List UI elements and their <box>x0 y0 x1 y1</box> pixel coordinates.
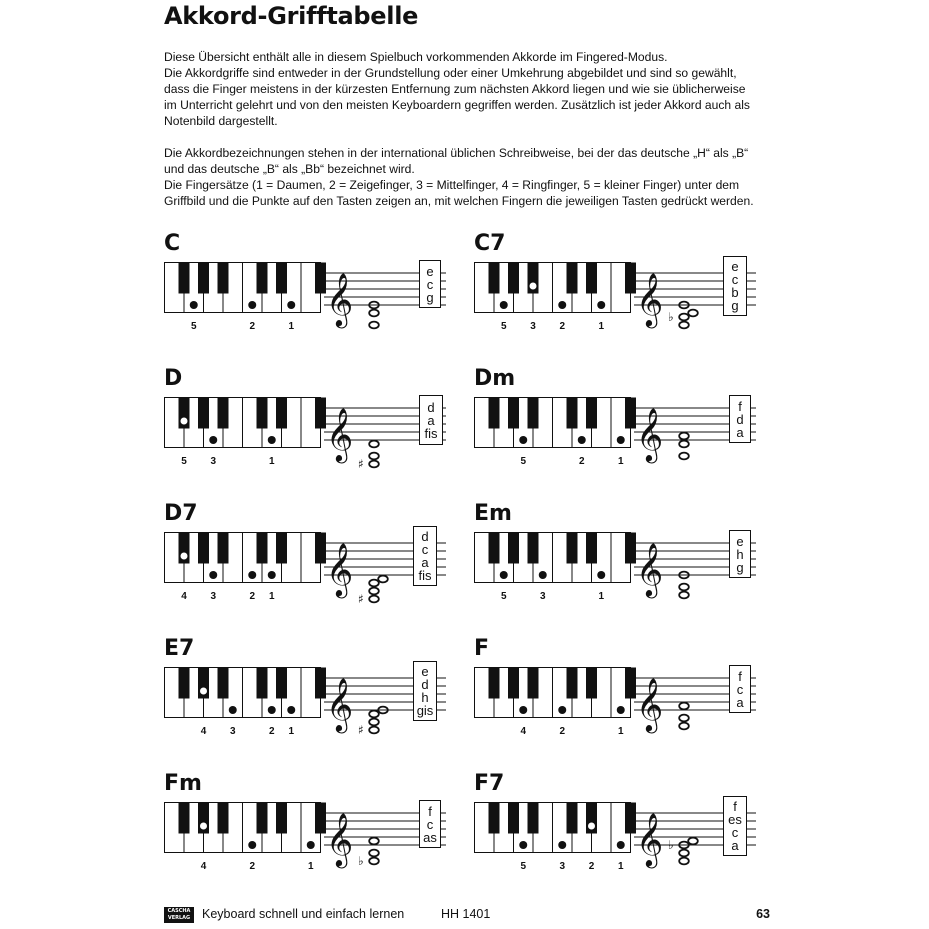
black-key <box>218 803 229 834</box>
note-name: a <box>731 838 739 853</box>
chord-d <box>164 367 464 485</box>
note-names-box <box>419 260 441 308</box>
finger-number: 2 <box>268 726 275 737</box>
black-key <box>489 398 500 429</box>
finger-number: 1 <box>598 321 605 332</box>
chord-name: D7 <box>164 501 198 526</box>
whole-note <box>688 838 698 845</box>
finger-dot <box>200 687 208 695</box>
chord-name: Em <box>474 501 512 526</box>
black-key <box>276 533 287 564</box>
note-name: fis <box>424 425 438 441</box>
black-key <box>257 398 268 429</box>
finger-dot <box>617 436 625 444</box>
note-name: a <box>736 694 744 710</box>
finger-dot <box>519 436 527 444</box>
note-name: as <box>423 829 437 845</box>
chord-c <box>164 232 464 350</box>
black-key <box>567 398 578 429</box>
whole-note <box>369 441 379 448</box>
note-names-box <box>413 526 437 586</box>
note-name: h <box>736 546 744 562</box>
keyboard-diagram <box>164 667 314 749</box>
finger-number: 5 <box>181 456 187 467</box>
finger-number: 4 <box>200 726 207 737</box>
black-key <box>257 533 268 564</box>
chord-dm <box>474 367 774 485</box>
note-name: fis <box>418 568 432 583</box>
page-number: 63 <box>756 907 770 921</box>
finger-dot <box>558 706 566 714</box>
black-key <box>508 263 519 294</box>
whole-note <box>369 711 379 718</box>
black-key <box>528 668 539 699</box>
whole-note <box>369 588 379 595</box>
finger-dot <box>287 706 295 714</box>
finger-dot <box>200 822 208 830</box>
chord-name: F <box>474 636 490 661</box>
note-name: d <box>421 529 429 544</box>
treble-clef-icon: 𝄞 <box>326 542 354 596</box>
black-key <box>586 263 597 294</box>
finger-number: 1 <box>617 456 624 467</box>
whole-note <box>679 433 689 440</box>
finger-dot <box>597 571 605 579</box>
black-key <box>257 803 268 834</box>
finger-number: 5 <box>500 591 507 602</box>
footer-code: HH 1401 <box>441 907 491 921</box>
whole-note <box>679 858 689 865</box>
finger-number: 1 <box>268 456 275 467</box>
whole-note <box>369 453 379 460</box>
note-name: a <box>736 424 744 440</box>
keyboard-diagram <box>164 262 314 344</box>
finger-dot <box>558 841 566 849</box>
note-name: e <box>736 533 744 549</box>
finger-dot <box>500 571 508 579</box>
keyboard-diagram <box>474 262 624 344</box>
intro-paragraph-2: Die Akkordbezeichnungen stehen in der international üblichen Schreibweise, bei der das deutsche „H“ als „B“ und das deutsche „B“ als „Bb“ bezeichnet wird. Die Fingersätze (1 = Daumen, 2 = Zeigefinger, 3 = Mittelfinger, 4 = Ringfinger, 5 = kleiner Finger) unter dem Griffbild und die Punkte auf den Tasten zeigen an, mit welchen Fingern die jeweiligen Tasten gedrückt werden. <box>164 146 754 208</box>
black-key <box>276 668 287 699</box>
finger-dot <box>529 282 537 290</box>
whole-note <box>369 461 379 468</box>
finger-number: 2 <box>588 861 595 872</box>
finger-dot <box>287 301 295 309</box>
note-names-box <box>413 661 437 721</box>
chord-name: E7 <box>164 636 195 661</box>
page-title: Akkord-Grifftabelle <box>164 2 419 30</box>
chord-name: Fm <box>164 771 202 796</box>
whole-note <box>369 727 379 734</box>
whole-note <box>369 850 379 857</box>
note-name: a <box>427 412 435 428</box>
chord-em <box>474 502 774 620</box>
black-key <box>528 398 539 429</box>
flat-icon: ♭ <box>668 838 674 852</box>
whole-note <box>679 322 689 329</box>
finger-number: 3 <box>210 456 217 467</box>
finger-dot <box>500 301 508 309</box>
finger-dot <box>597 301 605 309</box>
finger-number: 1 <box>617 726 624 737</box>
intro-paragraph-1: Diese Übersicht enthält alle in diesem Spielbuch vorkommenden Akkorde im Fingered-Modus. Die Akkordgriffe sind entweder in der Grundstellung oder einer Umkehrung abgebildet und sind so gewählt, dass die Finger meistens in der kürzesten Entfernung zum nächsten Akkord liegen und wie sie üblicherweise im Unterricht gelehrt und von den meisten Keyboardern gegriffen werden. Zusätzlich ist jeder Akkord auch als Notenbild dargestellt. <box>164 50 750 128</box>
finger-dot <box>180 552 188 560</box>
black-key <box>198 533 209 564</box>
finger-dot <box>617 706 625 714</box>
finger-number: 3 <box>559 861 566 872</box>
black-key <box>586 398 597 429</box>
flat-icon: ♭ <box>358 854 364 868</box>
black-key <box>276 803 287 834</box>
whole-note <box>369 322 379 329</box>
treble-clef-icon: 𝄞 <box>636 542 664 596</box>
black-key <box>528 533 539 564</box>
finger-dot <box>519 841 527 849</box>
sharp-icon: ♯ <box>358 457 364 471</box>
finger-number: 3 <box>229 726 236 737</box>
finger-dot <box>617 841 625 849</box>
note-name: e <box>421 664 429 679</box>
black-key <box>586 533 597 564</box>
black-key <box>567 803 578 834</box>
finger-number: 5 <box>520 861 527 872</box>
treble-clef-icon: 𝄞 <box>326 407 354 461</box>
black-key <box>489 263 500 294</box>
finger-number: 2 <box>559 321 566 332</box>
black-key <box>257 668 268 699</box>
black-key <box>218 263 229 294</box>
keyboard-diagram <box>474 532 624 614</box>
whole-note <box>679 850 689 857</box>
note-name: g <box>426 289 434 305</box>
finger-number: 1 <box>598 591 605 602</box>
black-key <box>567 263 578 294</box>
sharp-icon: ♯ <box>358 592 364 606</box>
treble-clef-icon: 𝄞 <box>326 812 354 866</box>
note-names-box <box>419 800 441 848</box>
black-key <box>218 668 229 699</box>
finger-dot <box>248 571 256 579</box>
finger-number: 5 <box>500 321 507 332</box>
finger-dot <box>307 841 315 849</box>
black-key <box>508 533 519 564</box>
whole-note <box>369 719 379 726</box>
treble-clef-icon: 𝄞 <box>636 407 664 461</box>
chord-d7 <box>164 502 464 620</box>
black-key <box>489 668 500 699</box>
finger-dot <box>558 301 566 309</box>
finger-number: 4 <box>520 726 527 737</box>
note-names-box <box>723 796 747 856</box>
chord-name: C <box>164 231 181 256</box>
finger-dot <box>268 571 276 579</box>
finger-dot <box>578 436 586 444</box>
note-name: c <box>731 825 739 840</box>
black-key <box>567 533 578 564</box>
whole-note <box>679 453 689 460</box>
finger-dot <box>268 436 276 444</box>
note-name: e <box>426 263 434 279</box>
note-name: f <box>733 799 737 814</box>
whole-note <box>369 596 379 603</box>
note-name: e <box>731 259 739 274</box>
chord-name: C7 <box>474 231 506 256</box>
finger-dot <box>190 301 198 309</box>
black-key <box>489 803 500 834</box>
note-name: c <box>426 276 434 292</box>
whole-note <box>688 310 698 317</box>
whole-note <box>679 592 689 599</box>
finger-dot <box>209 571 217 579</box>
note-name: d <box>421 677 429 692</box>
finger-number: 2 <box>559 726 566 737</box>
black-key <box>508 803 519 834</box>
treble-clef-icon: 𝄞 <box>326 272 354 326</box>
sharp-icon: ♯ <box>358 723 364 737</box>
treble-clef-icon: 𝄞 <box>636 812 664 866</box>
chord-fm <box>164 772 464 890</box>
black-key <box>586 668 597 699</box>
finger-number: 1 <box>288 726 295 737</box>
finger-number: 3 <box>530 321 536 332</box>
note-name: f <box>428 803 432 819</box>
black-key <box>218 533 229 564</box>
whole-note <box>679 723 689 730</box>
black-key <box>198 398 209 429</box>
chord-name: D <box>164 366 183 391</box>
note-name: es <box>728 812 742 827</box>
note-name: f <box>738 668 742 684</box>
note-names-box <box>723 256 747 316</box>
treble-clef-icon: 𝄞 <box>326 677 354 731</box>
chord-e7 <box>164 637 464 755</box>
whole-note <box>369 580 379 587</box>
whole-note <box>679 584 689 591</box>
treble-clef-icon: 𝄞 <box>636 272 664 326</box>
keyboard-diagram <box>474 397 624 479</box>
keyboard-diagram <box>164 532 314 614</box>
finger-number: 4 <box>200 861 207 872</box>
finger-number: 2 <box>249 861 256 872</box>
note-name: d <box>427 399 435 415</box>
finger-dot <box>248 301 256 309</box>
finger-dot <box>248 841 256 849</box>
note-name: b <box>731 285 739 300</box>
whole-note <box>369 310 379 317</box>
note-name: h <box>421 690 429 705</box>
note-name: c <box>421 542 429 557</box>
finger-dot <box>180 417 188 425</box>
note-name: g <box>731 298 739 313</box>
black-key <box>257 263 268 294</box>
chord-c7 <box>474 232 774 350</box>
note-name: a <box>421 555 429 570</box>
publisher-logo: CASCHA VERLAG <box>164 907 194 923</box>
note-names-box <box>729 395 751 443</box>
keyboard-diagram <box>474 667 624 749</box>
black-key <box>179 263 190 294</box>
finger-number: 2 <box>578 456 585 467</box>
note-name: c <box>731 272 739 287</box>
finger-number: 1 <box>307 861 314 872</box>
whole-note <box>369 858 379 865</box>
finger-dot <box>539 571 547 579</box>
black-key <box>528 803 539 834</box>
whole-note <box>679 703 689 710</box>
black-key <box>508 398 519 429</box>
finger-dot <box>588 822 596 830</box>
finger-dot <box>268 706 276 714</box>
finger-dot <box>519 706 527 714</box>
finger-number: 5 <box>190 321 197 332</box>
note-names-box <box>729 530 751 578</box>
black-key <box>179 668 190 699</box>
black-key <box>508 668 519 699</box>
whole-note <box>378 576 388 583</box>
black-key <box>567 668 578 699</box>
black-key <box>489 533 500 564</box>
finger-number: 4 <box>181 591 187 602</box>
finger-dot <box>209 436 217 444</box>
chord-name: Dm <box>474 366 516 391</box>
whole-note <box>679 715 689 722</box>
black-key <box>179 803 190 834</box>
flat-icon: ♭ <box>668 310 674 324</box>
finger-number: 1 <box>617 861 624 872</box>
chord-f7 <box>474 772 774 890</box>
footer-book-title: Keyboard schnell und einfach lernen <box>202 907 405 921</box>
whole-note <box>369 838 379 845</box>
note-name: f <box>738 398 742 414</box>
black-key <box>198 263 209 294</box>
note-name: c <box>736 681 744 697</box>
finger-number: 3 <box>210 591 217 602</box>
whole-note <box>679 314 689 321</box>
note-name: g <box>736 559 744 575</box>
keyboard-diagram <box>474 802 624 884</box>
keyboard-diagram <box>164 802 314 884</box>
note-name: d <box>736 411 744 427</box>
finger-number: 3 <box>539 591 546 602</box>
black-key <box>218 398 229 429</box>
finger-number: 1 <box>288 321 295 332</box>
keyboard-diagram <box>164 397 314 479</box>
finger-number: 2 <box>249 321 256 332</box>
whole-note <box>679 441 689 448</box>
finger-number: 5 <box>520 456 527 467</box>
note-names-box <box>729 665 751 713</box>
black-key <box>276 398 287 429</box>
finger-number: 1 <box>268 591 275 602</box>
finger-number: 2 <box>249 591 256 602</box>
treble-clef-icon: 𝄞 <box>636 677 664 731</box>
note-names-box <box>419 395 443 445</box>
note-name: gis <box>416 703 434 718</box>
chord-f <box>474 637 774 755</box>
finger-dot <box>229 706 237 714</box>
black-key <box>276 263 287 294</box>
note-name: c <box>426 816 434 832</box>
chord-name: F7 <box>474 771 505 796</box>
